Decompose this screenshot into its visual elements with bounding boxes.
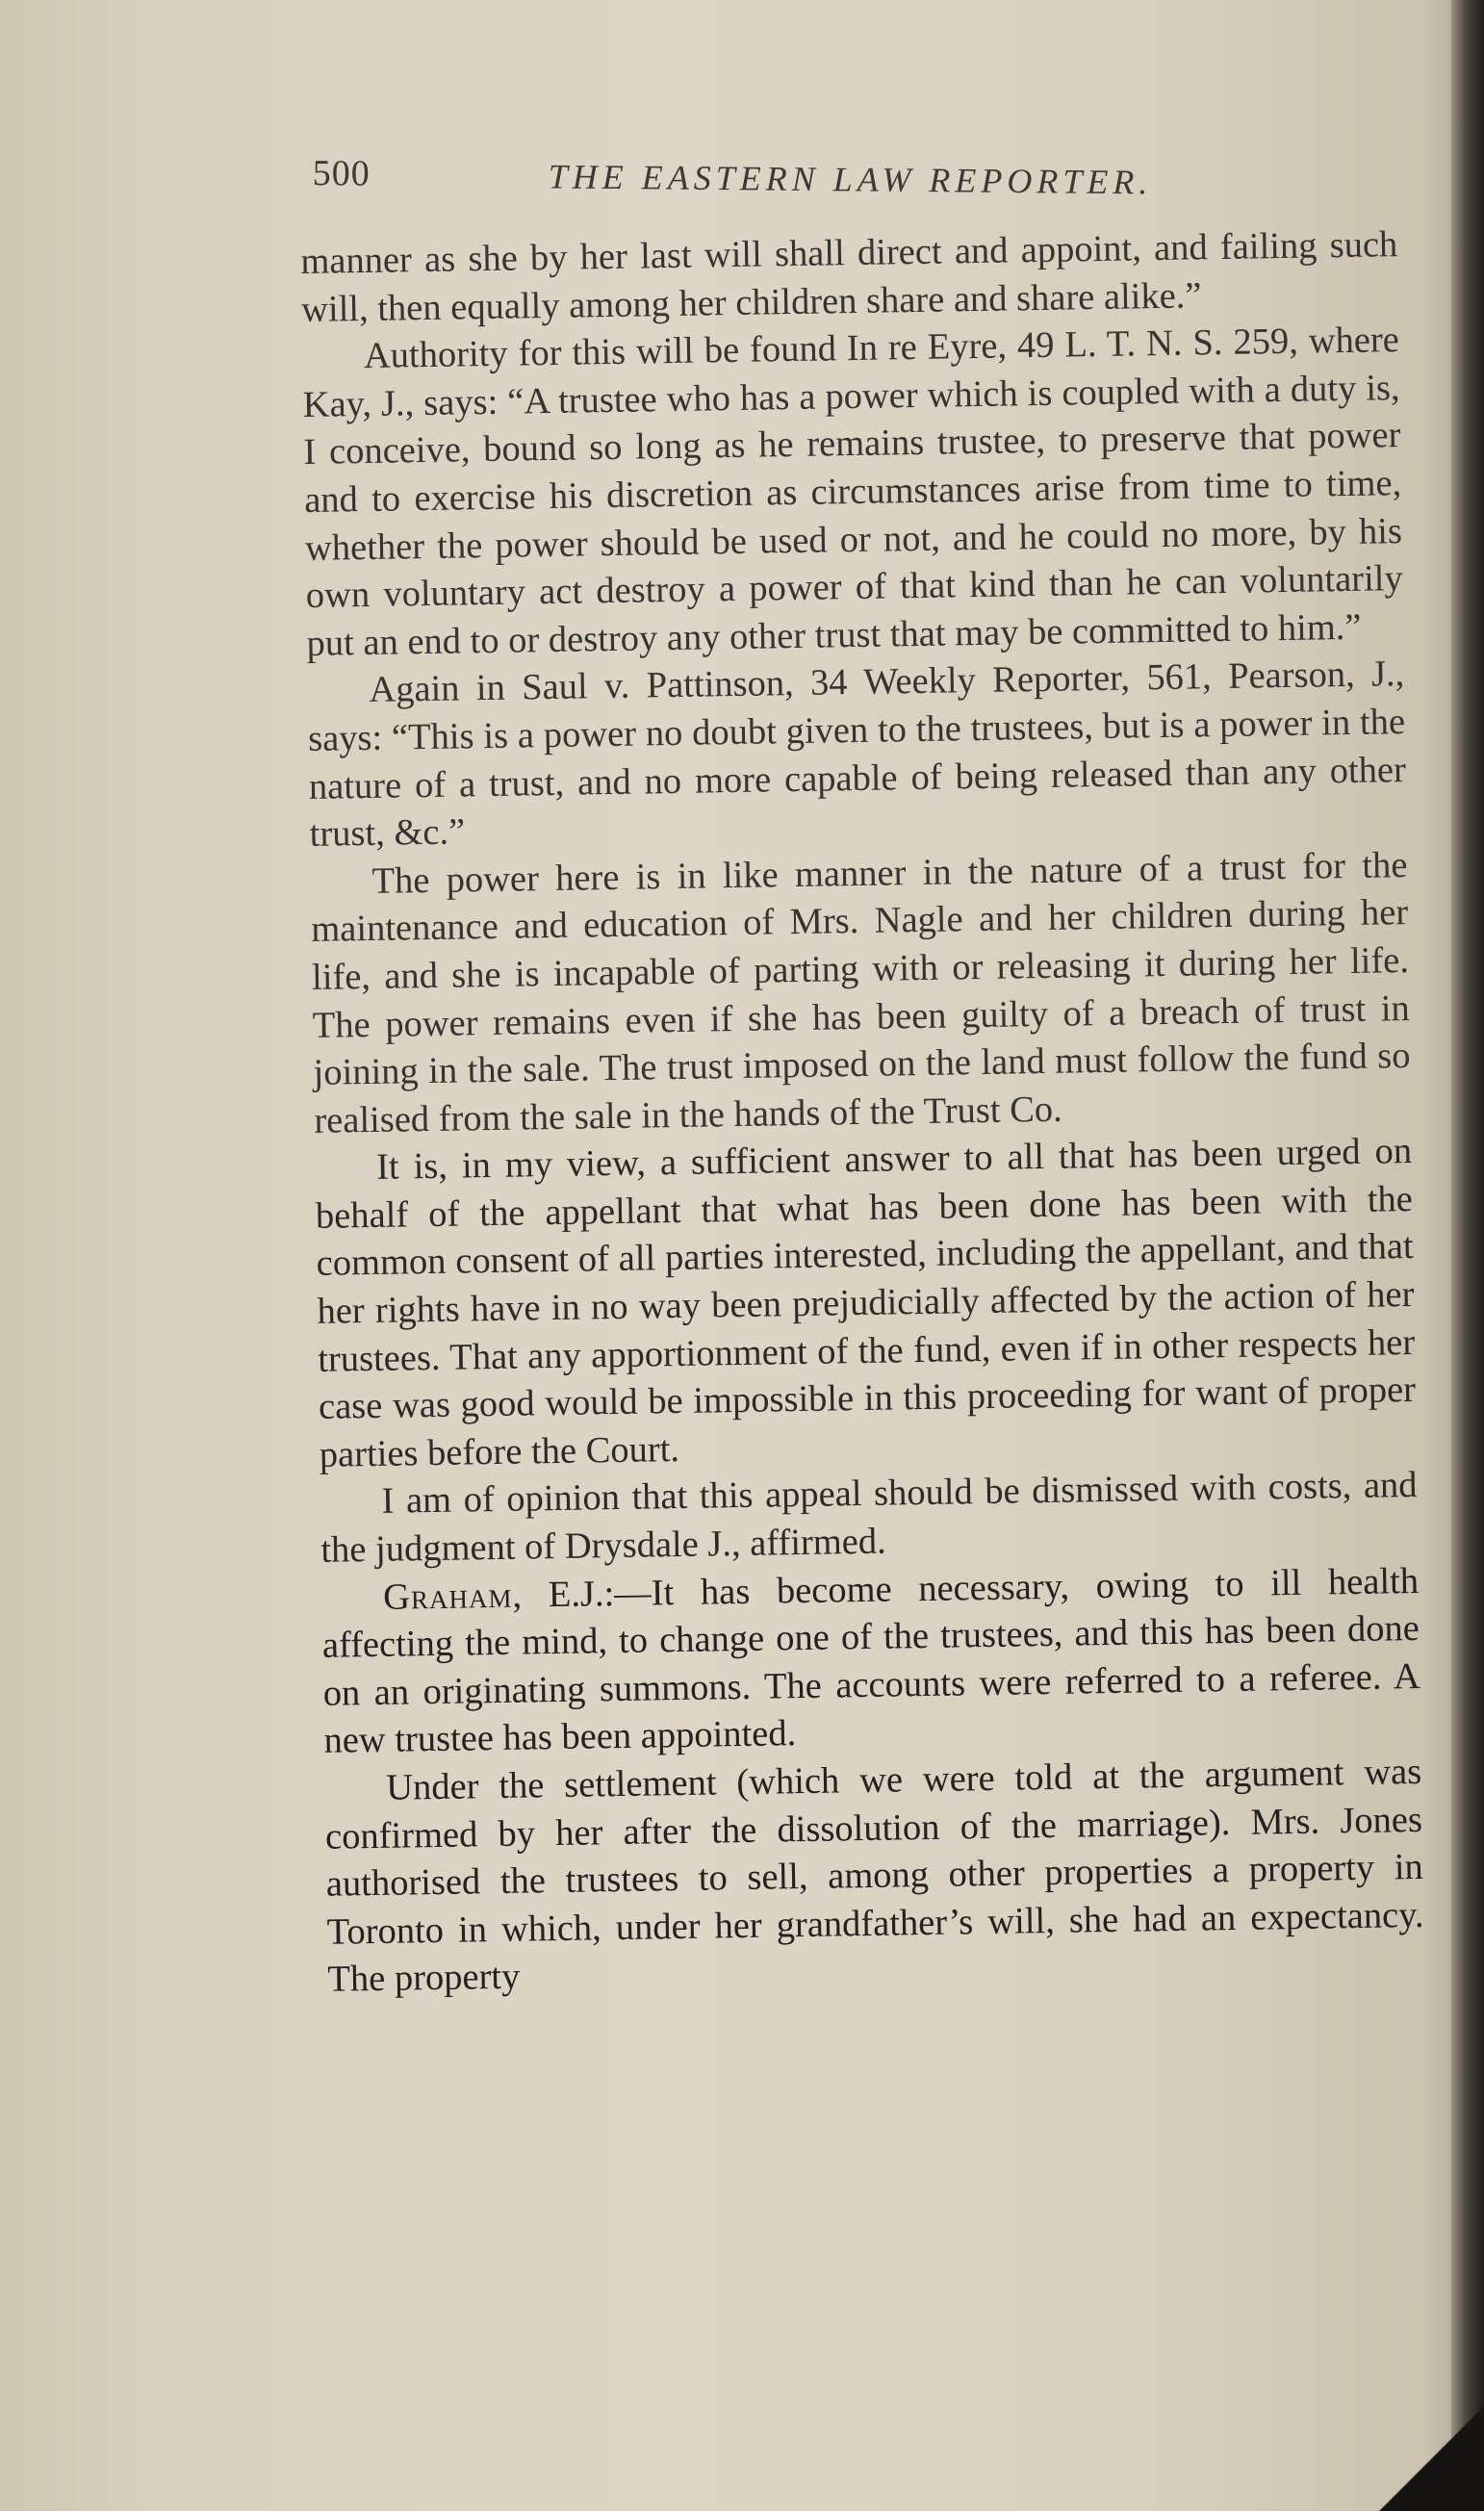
paragraph-opinion: I am of opinion that this appeal should be dismissed with costs, and the judgment of Drysdale J., affirmed. [320,1465,1418,1571]
journal-title: THE EASTERN LAW REPORTER. [548,157,1153,202]
page-number: 500 [312,152,371,194]
paragraph-power: The power here is in like manner in the nature of a trust for the maintenance and education of Mrs. Nagle and her children during her life, and she is incapable of parting with or releasing it during her life. The power remains even if she has been guilty of a breach of trust in joining in the sale. The trust imposed on the land must follow the fund so realised from the sale in the hands of the Trust Co. [310,844,1411,1141]
running-head [312,152,1381,220]
paragraph-settlement: Under the settlement (which we were told at the argument was confirmed by her after the dissolution of the marriage). Mrs. Jones authorised the trustees to sell, among other properties a property in Toronto in which, under her grandfather’s will, she had an expectancy. The property [324,1751,1424,2001]
paragraph-sufficient-answer: It is, in my view, a sufficient answer to all that has been urged on behalf of the appellant that what has been done has been with the common consent of all parties interested, including the appellant, and that her rights have in no way been prejudicially affected by the action of her trustees. That any apportionment of the fund, even if in other respects her case was good would be impossible in this proceeding for want of proper parties before the Court. [315,1131,1417,1475]
judge-name: Graham [382,1575,513,1618]
page-binding-edge [1451,0,1484,2511]
paragraph-saul-v-pattinson: Again in Saul v. Pattinson, 34 Weekly Reporter, 561, Pearson, J., says: “This is a power no doubt given to the trustees, but is a power in the nature of a trust, and no more capable of being released than any other trust, &c.” [307,653,1407,856]
body-text [300,221,1425,2005]
page-corner-shadow [1378,2405,1484,2511]
paragraph-continuation: manner as she by her last will shall direct and appoint, and failing such will, then equally among her children share and share alike.” [300,224,1398,330]
graham-text: , E.J.:—It has become necessary, owing to ill health affecting the mind, to change one of the trustees, and this has been done on an originating summons. The accounts were referred to a referee. A new trustee has been appointed. [321,1560,1420,1762]
paragraph-graham [321,1558,1421,1766]
paragraph-authority: Authority for this will be found In re Eyre, 49 L. T. N. S. 259, where Kay, J., says: “A trustee who has a power which is coupled with a duty is, I conceive, bound so long as he remains trustee, to preserve that power and to exercise his discretion as circumstances arise from time to time, whether the power should be used or not, and he could no more, by his own voluntary act destroy a power of that kind than he can voluntarily put an end to or destroy any other trust that may be committed to him.” [302,320,1404,664]
